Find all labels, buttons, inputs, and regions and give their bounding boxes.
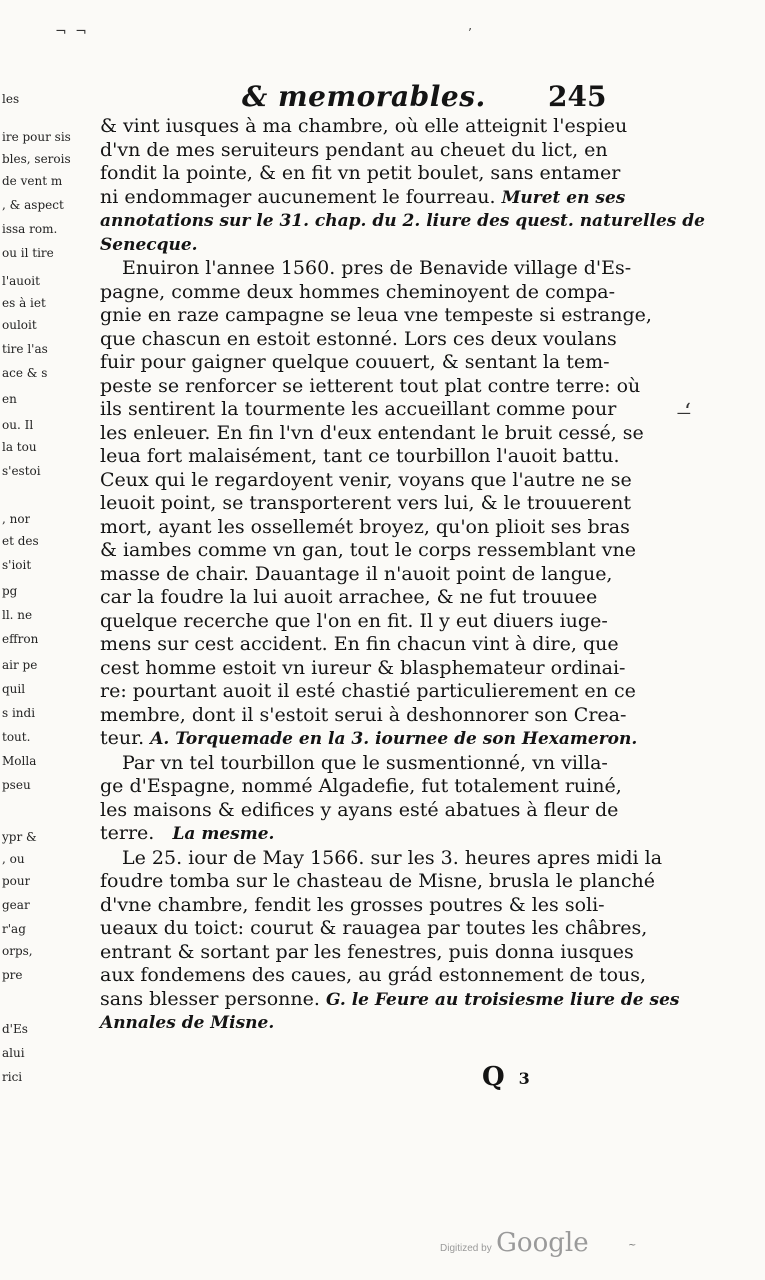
- margin-fragment: pg: [2, 584, 18, 598]
- text-line: d'vne chambre, fendit les grosses poutres & les soli-: [100, 893, 605, 916]
- text-line: ueaux du toict: courut & rauagea par toutes les châbres,: [100, 917, 648, 939]
- text-line: les enleuer. En fin l'vn d'eux entendant le bruit cessé, se: [100, 421, 644, 444]
- signature-mark: 3: [518, 1068, 530, 1088]
- citation-line: annotations sur le 31. chap. du 2. liure des quest. naturelles de: [100, 211, 705, 231]
- margin-fragment: alui: [2, 1046, 25, 1060]
- catchword: Q 3: [482, 1062, 530, 1092]
- text-line: d'vn de mes seruiteurs pendant au cheuet du lict, en: [100, 138, 608, 161]
- margin-fragment: bles, serois: [2, 152, 71, 166]
- margin-fragment: issa rom.: [2, 222, 58, 236]
- text-line: & iambes comme vn gan, tout le corps ressemblant vne: [100, 539, 637, 561]
- text-line: re: pourtant auoit il esté chastié particulierement en ce: [100, 680, 636, 702]
- text-line: Par vn tel tourbillon que le susmentionné, vn villa-: [122, 751, 608, 774]
- text-line: Le 25. iour de May 1566. sur les 3. heures apres midi la: [122, 846, 663, 869]
- margin-fragment: pseu: [2, 778, 31, 792]
- citation: Muret en ses: [501, 187, 626, 208]
- text-line: fuir pour gaigner quelque couuert, & sentant la tem-: [100, 351, 610, 373]
- margin-fragment: , nor: [2, 512, 31, 526]
- text-line: mens sur cest accident. En fin chacun vint à dire, que: [100, 633, 619, 655]
- margin-fragment: ou il tire: [2, 246, 54, 260]
- margin-fragment: s'estoi: [2, 464, 41, 478]
- margin-fragment: air pe: [2, 658, 38, 672]
- text-line: ge d'Espagne, nommé Algadefie, fut totalement ruiné,: [100, 775, 622, 797]
- stray-ink-mark: ‘̶: [684, 400, 691, 425]
- page-number: 245: [548, 80, 607, 113]
- margin-fragment: gear: [2, 898, 30, 912]
- text-line: Enuiron l'annee 1560. pres de Benavide village d'Es-: [122, 257, 632, 279]
- citation: La mesme.: [172, 824, 275, 844]
- margin-fragment: pour: [2, 874, 31, 888]
- margin-fragment: pre: [2, 968, 23, 982]
- citation: A. Torquemade en la 3. iournee de son Hexameron.: [150, 729, 638, 749]
- margin-fragment: ire pour sis: [2, 130, 71, 144]
- margin-fragment: , ou: [2, 852, 25, 866]
- text-line: & vint iusques à ma chambre, où elle atteignit l'espieu: [100, 115, 628, 137]
- text-line: les maisons & edifices y ayans esté abatues à fleur de: [100, 798, 619, 821]
- margin-fragment: tire l'as: [2, 342, 48, 356]
- text-line: fondit la pointe, & en fit vn petit boulet, sans entamer: [100, 162, 621, 184]
- margin-fragment: s indi: [2, 706, 36, 720]
- margin-fragment: rici: [2, 1070, 23, 1084]
- margin-fragment: l'auoit: [2, 274, 40, 288]
- corner-mark: ~: [628, 1240, 637, 1251]
- citation-line: Annales de Misne.: [100, 1013, 275, 1033]
- google-logo: Google: [496, 1228, 589, 1258]
- text-line: peste se renforcer se ietterent tout plat contre terre: où: [100, 374, 641, 397]
- text-line: ni endommager aucunement le fourreau. Muret en ses: [100, 185, 626, 208]
- margin-fragment: la tou: [2, 440, 37, 454]
- text-line: masse de chair. Dauantage il n'auoit point de langue,: [100, 562, 613, 585]
- margin-fragment: les: [2, 92, 20, 106]
- margin-fragment: tout.: [2, 730, 31, 744]
- text-line: cest homme estoit vn iureur & blasphemateur ordinai-: [100, 656, 626, 679]
- margin-fragment: ou. Il: [2, 418, 34, 432]
- text-line: Ceux qui le regardoyent venir, voyans que l'autre ne se: [100, 468, 632, 491]
- margin-fragment: ypr &: [2, 830, 37, 844]
- text-line: ils sentirent la tourmente les accueillant comme pour: [100, 398, 617, 420]
- margin-fragment: s'ioit: [2, 558, 32, 572]
- margin-fragment: ace & s: [2, 366, 48, 380]
- text-line: quelque recerche que l'on en fit. Il y eut diuers iuge-: [100, 609, 608, 632]
- margin-fragment: orps,: [2, 944, 33, 958]
- margin-fragment: r'ag: [2, 922, 26, 936]
- text-line: que chascun en estoit estonné. Lors ces deux voulans: [100, 327, 617, 350]
- text-line: leua fort malaisément, tant ce tourbillon l'auoit battu.: [100, 445, 620, 467]
- digitized-watermark: Digitized by Google: [440, 1228, 589, 1258]
- margin-fragment: Molla: [2, 754, 37, 768]
- citation-line: Senecque.: [100, 234, 198, 255]
- margin-fragment: en: [2, 392, 17, 406]
- margin-fragment: quil: [2, 682, 26, 696]
- text-line: foudre tomba sur le chasteau de Misne, brusla le planché: [100, 870, 656, 892]
- margin-fragment: et des: [2, 534, 39, 548]
- text-line: membre, dont il s'estoit serui à deshonnorer son Crea-: [100, 703, 627, 726]
- running-title: & memorables.: [242, 80, 486, 113]
- margin-fragment: ll. ne: [2, 608, 33, 622]
- text-line: teur. A. Torquemade en la 3. iournee de son Hexameron.: [100, 727, 638, 749]
- margin-fragment: , & aspect: [2, 198, 64, 212]
- text-line: aux fondemens des caues, au grád estonnement de tous,: [100, 964, 647, 986]
- text-line: sans blesser personne. G. le Feure au troisiesme liure de ses: [100, 987, 680, 1010]
- citation: G. le Feure au troisiesme liure de ses: [325, 989, 680, 1010]
- margin-fragment: effron: [2, 632, 39, 646]
- top-stray-marks: ¬ ¬: [55, 24, 89, 40]
- margin-fragment: es à iet: [2, 296, 46, 310]
- text-line: gnie en raze campagne se leua vne tempeste si estrange,: [100, 304, 652, 326]
- top-tick-mark: ’: [468, 26, 472, 40]
- text-line: terre. La mesme.: [100, 822, 275, 844]
- text-line: pagne, comme deux hommes cheminoyent de compa-: [100, 280, 615, 303]
- margin-fragment: de vent m: [2, 174, 63, 188]
- main-text: [100, 115, 705, 1036]
- text-line: leuoit point, se transporterent vers lui, & le trouuerent: [100, 492, 631, 514]
- text-line: entrant & sortant par les fenestres, puis donna iusques: [100, 940, 634, 963]
- margin-fragment: d'Es: [2, 1022, 28, 1036]
- text-line: car la foudre la lui auoit arrachee, & ne fut trouuee: [100, 586, 598, 608]
- text-line: mort, ayant les ossellemét broyez, qu'on plioit ses bras: [100, 515, 630, 538]
- margin-fragment: ouloit: [2, 318, 37, 332]
